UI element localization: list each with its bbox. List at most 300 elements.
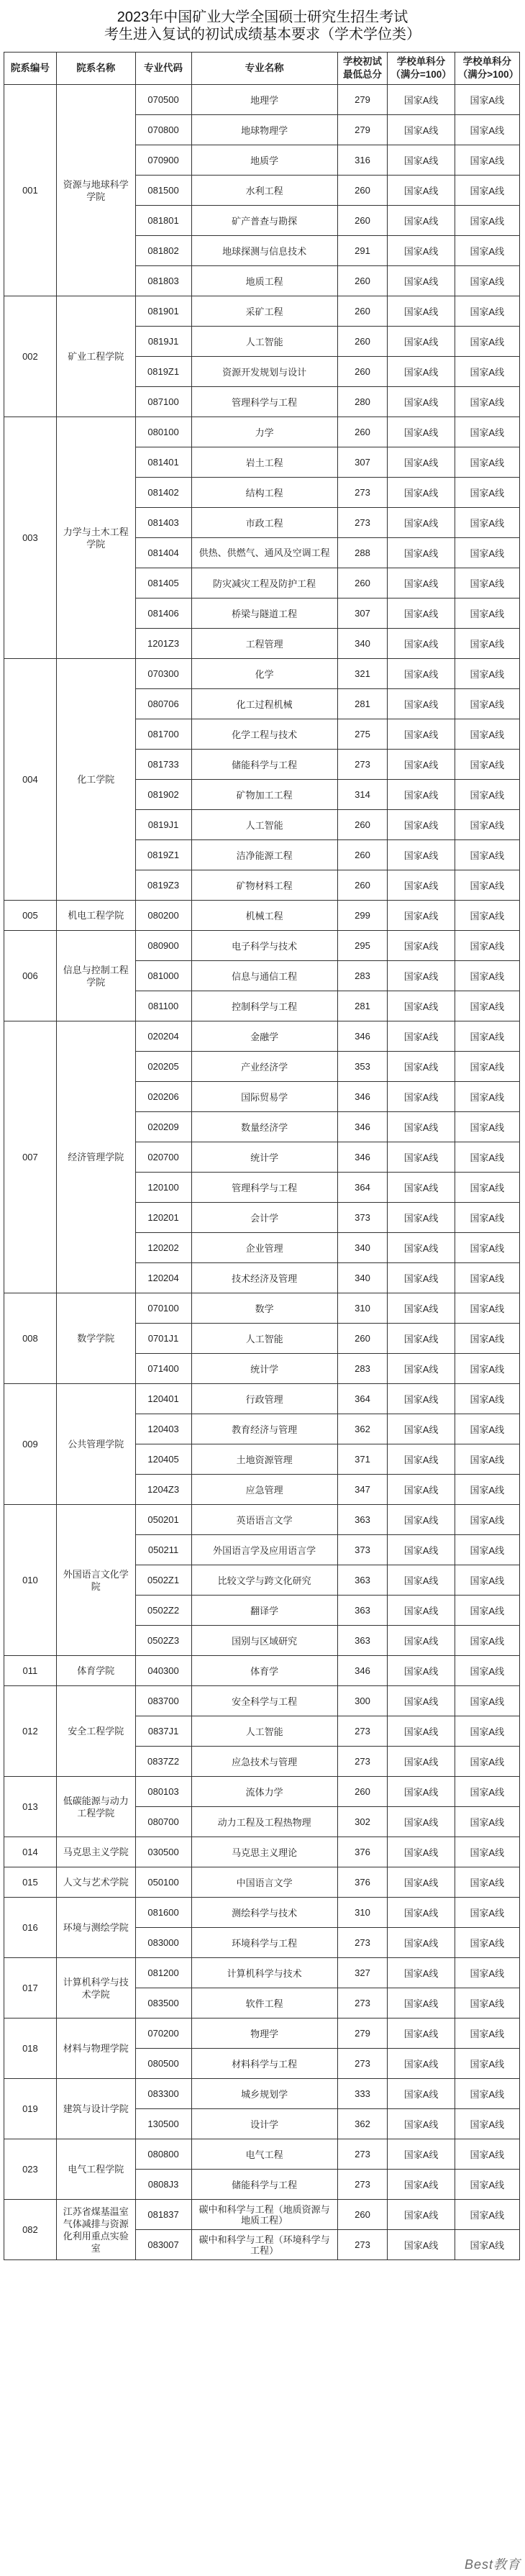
table-row <box>4 1958 520 1988</box>
major-name-cell: 会计学 <box>191 1203 337 1233</box>
single-gt100-cell: 国家A线 <box>455 296 519 327</box>
single-100-cell: 国家A线 <box>388 387 455 417</box>
header-major-name: 专业名称 <box>191 53 337 85</box>
single-100-cell: 国家A线 <box>388 1777 455 1807</box>
major-name-cell: 矿物材料工程 <box>191 870 337 901</box>
dept-name-cell: 人文与艺术学院 <box>56 1867 135 1898</box>
major-name-cell: 金融学 <box>191 1021 337 1052</box>
table-row <box>4 1898 520 1928</box>
min-total-cell: 376 <box>337 1867 388 1898</box>
single-100-cell: 国家A线 <box>388 810 455 840</box>
single-gt100-cell: 国家A线 <box>455 1203 519 1233</box>
min-total-cell: 288 <box>337 538 388 568</box>
major-code-cell: 083700 <box>135 1686 191 1716</box>
single-gt100-cell: 国家A线 <box>455 810 519 840</box>
single-100-cell: 国家A线 <box>388 1928 455 1958</box>
min-total-cell: 362 <box>337 2109 388 2139</box>
min-total-cell: 260 <box>337 417 388 447</box>
single-100-cell: 国家A线 <box>388 931 455 961</box>
major-code-cell: 081801 <box>135 206 191 236</box>
min-total-cell: 302 <box>337 1807 388 1837</box>
min-total-cell: 307 <box>337 447 388 478</box>
dept-name-cell: 计算机科学与技术学院 <box>56 1958 135 2019</box>
major-code-cell: 070900 <box>135 145 191 176</box>
single-gt100-cell: 国家A线 <box>455 1837 519 1867</box>
major-code-cell: 0819J1 <box>135 327 191 357</box>
min-total-cell: 260 <box>337 870 388 901</box>
single-gt100-cell: 国家A线 <box>455 659 519 689</box>
single-gt100-cell: 国家A线 <box>455 1807 519 1837</box>
single-gt100-cell: 国家A线 <box>455 1293 519 1324</box>
min-total-cell: 310 <box>337 1898 388 1928</box>
major-name-cell: 统计学 <box>191 1354 337 1384</box>
single-gt100-cell: 国家A线 <box>455 1928 519 1958</box>
major-code-cell: 0502Z1 <box>135 1565 191 1596</box>
dept-name-cell: 经济管理学院 <box>56 1021 135 1293</box>
single-gt100-cell: 国家A线 <box>455 1112 519 1142</box>
min-total-cell: 281 <box>337 991 388 1021</box>
major-name-cell: 地理学 <box>191 85 337 115</box>
min-total-cell: 314 <box>337 780 388 810</box>
major-name-cell: 储能科学与工程 <box>191 2170 337 2200</box>
header-dept-code: 院系编号 <box>4 53 57 85</box>
single-100-cell: 国家A线 <box>388 1807 455 1837</box>
dept-name-cell: 力学与土木工程学院 <box>56 417 135 659</box>
major-name-cell: 体育学 <box>191 1656 337 1686</box>
major-name-cell: 矿产普查与勘探 <box>191 206 337 236</box>
min-total-cell: 275 <box>337 719 388 750</box>
major-name-cell: 流体力学 <box>191 1777 337 1807</box>
major-name-cell: 应急管理 <box>191 1475 337 1505</box>
header-single-100: 学校单科分（满分=100） <box>388 53 455 85</box>
min-total-cell: 279 <box>337 2019 388 2049</box>
min-total-cell: 260 <box>337 2200 388 2230</box>
major-code-cell: 0819Z1 <box>135 357 191 387</box>
min-total-cell: 273 <box>337 1988 388 2019</box>
single-100-cell: 国家A线 <box>388 538 455 568</box>
single-gt100-cell: 国家A线 <box>455 1233 519 1263</box>
single-100-cell: 国家A线 <box>388 1173 455 1203</box>
single-gt100-cell: 国家A线 <box>455 357 519 387</box>
dept-name-cell: 环境与测绘学院 <box>56 1898 135 1958</box>
single-100-cell: 国家A线 <box>388 1082 455 1112</box>
single-100-cell: 国家A线 <box>388 236 455 266</box>
major-code-cell: 0819J1 <box>135 810 191 840</box>
single-gt100-cell: 国家A线 <box>455 599 519 629</box>
major-code-cell: 080200 <box>135 901 191 931</box>
min-total-cell: 321 <box>337 659 388 689</box>
major-code-cell: 080800 <box>135 2139 191 2170</box>
single-100-cell: 国家A线 <box>388 115 455 145</box>
single-gt100-cell: 国家A线 <box>455 145 519 176</box>
major-code-cell: 081406 <box>135 599 191 629</box>
single-100-cell: 国家A线 <box>388 2139 455 2170</box>
single-gt100-cell: 国家A线 <box>455 1052 519 1082</box>
single-gt100-cell: 国家A线 <box>455 1324 519 1354</box>
min-total-cell: 273 <box>337 2049 388 2079</box>
single-gt100-cell: 国家A线 <box>455 266 519 296</box>
single-gt100-cell: 国家A线 <box>455 568 519 599</box>
dept-name-cell: 公共管理学院 <box>56 1384 135 1505</box>
table-row <box>4 2019 520 2049</box>
min-total-cell: 346 <box>337 1142 388 1173</box>
single-100-cell: 国家A线 <box>388 478 455 508</box>
major-code-cell: 083000 <box>135 1928 191 1958</box>
major-code-cell: 080900 <box>135 931 191 961</box>
major-code-cell: 120405 <box>135 1444 191 1475</box>
major-code-cell: 050100 <box>135 1867 191 1898</box>
major-code-cell: 120202 <box>135 1233 191 1263</box>
dept-name-cell: 外国语言文化学院 <box>56 1505 135 1656</box>
major-code-cell: 120204 <box>135 1263 191 1293</box>
min-total-cell: 291 <box>337 236 388 266</box>
min-total-cell: 373 <box>337 1535 388 1565</box>
major-name-cell: 供热、供燃气、通风及空调工程 <box>191 538 337 568</box>
single-100-cell: 国家A线 <box>388 1142 455 1173</box>
dept-name-cell: 马克思主义学院 <box>56 1837 135 1867</box>
major-code-cell: 081405 <box>135 568 191 599</box>
single-100-cell: 国家A线 <box>388 1565 455 1596</box>
major-name-cell: 化工过程机械 <box>191 689 337 719</box>
dept-name-cell: 体育学院 <box>56 1656 135 1686</box>
min-total-cell: 353 <box>337 1052 388 1082</box>
min-total-cell: 260 <box>337 176 388 206</box>
single-100-cell: 国家A线 <box>388 1354 455 1384</box>
single-gt100-cell: 国家A线 <box>455 1596 519 1626</box>
single-100-cell: 国家A线 <box>388 1444 455 1475</box>
single-gt100-cell: 国家A线 <box>455 2109 519 2139</box>
header-dept-name: 院系名称 <box>56 53 135 85</box>
page-title-line-2: 考生进入复试的初试成绩基本要求（学术学位类） <box>104 27 421 42</box>
single-100-cell: 国家A线 <box>388 145 455 176</box>
major-name-cell: 应急技术与管理 <box>191 1747 337 1777</box>
major-code-cell: 020209 <box>135 1112 191 1142</box>
single-gt100-cell: 国家A线 <box>455 2139 519 2170</box>
single-gt100-cell: 国家A线 <box>455 538 519 568</box>
min-total-cell: 333 <box>337 2079 388 2109</box>
dept-code-cell: 008 <box>4 1293 57 1384</box>
single-gt100-cell: 国家A线 <box>455 236 519 266</box>
major-code-cell: 081802 <box>135 236 191 266</box>
single-100-cell: 国家A线 <box>388 1052 455 1082</box>
single-gt100-cell: 国家A线 <box>455 2049 519 2079</box>
major-name-cell: 软件工程 <box>191 1988 337 2019</box>
single-gt100-cell: 国家A线 <box>455 840 519 870</box>
major-code-cell: 070100 <box>135 1293 191 1324</box>
single-gt100-cell: 国家A线 <box>455 1958 519 1988</box>
single-gt100-cell: 国家A线 <box>455 417 519 447</box>
major-name-cell: 电气工程 <box>191 2139 337 2170</box>
min-total-cell: 362 <box>337 1414 388 1444</box>
single-gt100-cell: 国家A线 <box>455 1475 519 1505</box>
dept-code-cell: 016 <box>4 1898 57 1958</box>
min-total-cell: 260 <box>337 840 388 870</box>
table-row <box>4 1686 520 1716</box>
major-code-cell: 020204 <box>135 1021 191 1052</box>
dept-name-cell: 资源与地球科学学院 <box>56 85 135 296</box>
single-gt100-cell: 国家A线 <box>455 629 519 659</box>
single-gt100-cell: 国家A线 <box>455 870 519 901</box>
min-total-cell: 310 <box>337 1293 388 1324</box>
major-code-cell: 070300 <box>135 659 191 689</box>
table-row <box>4 1867 520 1898</box>
single-gt100-cell: 国家A线 <box>455 901 519 931</box>
dept-code-cell: 018 <box>4 2019 57 2079</box>
dept-code-cell: 003 <box>4 417 57 659</box>
single-gt100-cell: 国家A线 <box>455 1535 519 1565</box>
min-total-cell: 273 <box>337 2230 388 2260</box>
single-gt100-cell: 国家A线 <box>455 447 519 478</box>
major-code-cell: 120403 <box>135 1414 191 1444</box>
header-major-code: 专业代码 <box>135 53 191 85</box>
min-total-cell: 273 <box>337 1716 388 1747</box>
single-100-cell: 国家A线 <box>388 266 455 296</box>
major-name-cell: 教育经济与管理 <box>191 1414 337 1444</box>
dept-code-cell: 001 <box>4 85 57 296</box>
min-total-cell: 273 <box>337 478 388 508</box>
major-name-cell: 市政工程 <box>191 508 337 538</box>
min-total-cell: 280 <box>337 387 388 417</box>
min-total-cell: 273 <box>337 508 388 538</box>
major-code-cell: 0502Z2 <box>135 1596 191 1626</box>
min-total-cell: 260 <box>337 206 388 236</box>
single-gt100-cell: 国家A线 <box>455 1656 519 1686</box>
min-total-cell: 260 <box>337 327 388 357</box>
single-100-cell: 国家A线 <box>388 1384 455 1414</box>
single-100-cell: 国家A线 <box>388 206 455 236</box>
single-100-cell: 国家A线 <box>388 417 455 447</box>
major-name-cell: 岩土工程 <box>191 447 337 478</box>
min-total-cell: 283 <box>337 1354 388 1384</box>
single-gt100-cell: 国家A线 <box>455 689 519 719</box>
major-name-cell: 管理科学与工程 <box>191 1173 337 1203</box>
major-code-cell: 080100 <box>135 417 191 447</box>
single-100-cell: 国家A线 <box>388 1988 455 2019</box>
min-total-cell: 260 <box>337 296 388 327</box>
single-100-cell: 国家A线 <box>388 296 455 327</box>
table-row <box>4 901 520 931</box>
major-name-cell: 地球探测与信息技术 <box>191 236 337 266</box>
dept-name-cell: 材料与物理学院 <box>56 2019 135 2079</box>
table-body <box>4 85 520 2260</box>
major-code-cell: 070500 <box>135 85 191 115</box>
major-name-cell: 英语语言文学 <box>191 1505 337 1535</box>
major-name-cell: 力学 <box>191 417 337 447</box>
single-100-cell: 国家A线 <box>388 508 455 538</box>
single-100-cell: 国家A线 <box>388 1203 455 1233</box>
major-name-cell: 测绘科学与技术 <box>191 1898 337 1928</box>
single-100-cell: 国家A线 <box>388 1716 455 1747</box>
single-gt100-cell: 国家A线 <box>455 1021 519 1052</box>
single-100-cell: 国家A线 <box>388 327 455 357</box>
table-row <box>4 417 520 447</box>
min-total-cell: 376 <box>337 1837 388 1867</box>
min-total-cell: 260 <box>337 357 388 387</box>
min-total-cell: 260 <box>337 266 388 296</box>
min-total-cell: 363 <box>337 1565 388 1596</box>
major-name-cell: 土地资源管理 <box>191 1444 337 1475</box>
major-code-cell: 0837J1 <box>135 1716 191 1747</box>
dept-code-cell: 014 <box>4 1837 57 1867</box>
dept-code-cell: 023 <box>4 2139 57 2200</box>
min-total-cell: 340 <box>337 629 388 659</box>
major-name-cell: 碳中和科学与工程（环境科学与工程） <box>191 2230 337 2260</box>
major-code-cell: 120401 <box>135 1384 191 1414</box>
min-total-cell: 273 <box>337 2139 388 2170</box>
major-name-cell: 翻译学 <box>191 1596 337 1626</box>
single-gt100-cell: 国家A线 <box>455 1354 519 1384</box>
major-code-cell: 081803 <box>135 266 191 296</box>
single-100-cell: 国家A线 <box>388 1263 455 1293</box>
major-code-cell: 070200 <box>135 2019 191 2049</box>
watermark-text: Best教育 <box>464 2557 521 2572</box>
major-name-cell: 计算机科学与技术 <box>191 1958 337 1988</box>
single-100-cell: 国家A线 <box>388 2170 455 2200</box>
major-code-cell: 081404 <box>135 538 191 568</box>
single-100-cell: 国家A线 <box>388 2230 455 2260</box>
min-total-cell: 281 <box>337 689 388 719</box>
single-100-cell: 国家A线 <box>388 1898 455 1928</box>
single-gt100-cell: 国家A线 <box>455 991 519 1021</box>
min-total-cell: 273 <box>337 2170 388 2200</box>
min-total-cell: 363 <box>337 1505 388 1535</box>
major-name-cell: 矿物加工工程 <box>191 780 337 810</box>
major-code-cell: 0837Z2 <box>135 1747 191 1777</box>
dept-code-cell: 004 <box>4 659 57 901</box>
min-total-cell: 279 <box>337 115 388 145</box>
single-100-cell: 国家A线 <box>388 1596 455 1626</box>
table-row <box>4 1384 520 1414</box>
single-gt100-cell: 国家A线 <box>455 1505 519 1535</box>
single-100-cell: 国家A线 <box>388 901 455 931</box>
major-code-cell: 081700 <box>135 719 191 750</box>
dept-code-cell: 017 <box>4 1958 57 2019</box>
single-gt100-cell: 国家A线 <box>455 1716 519 1747</box>
major-code-cell: 0819Z1 <box>135 840 191 870</box>
dept-code-cell: 082 <box>4 2200 57 2260</box>
major-name-cell: 企业管理 <box>191 1233 337 1263</box>
major-code-cell: 081733 <box>135 750 191 780</box>
major-name-cell: 储能科学与工程 <box>191 750 337 780</box>
major-code-cell: 0819Z3 <box>135 870 191 901</box>
dept-code-cell: 011 <box>4 1656 57 1686</box>
major-code-cell: 120201 <box>135 1203 191 1233</box>
single-100-cell: 国家A线 <box>388 1867 455 1898</box>
single-100-cell: 国家A线 <box>388 991 455 1021</box>
major-name-cell: 工程管理 <box>191 629 337 659</box>
major-name-cell: 设计学 <box>191 2109 337 2139</box>
major-code-cell: 081100 <box>135 991 191 1021</box>
single-100-cell: 国家A线 <box>388 568 455 599</box>
single-100-cell: 国家A线 <box>388 719 455 750</box>
single-100-cell: 国家A线 <box>388 1747 455 1777</box>
major-code-cell: 030500 <box>135 1837 191 1867</box>
single-100-cell: 国家A线 <box>388 1475 455 1505</box>
single-gt100-cell: 国家A线 <box>455 1263 519 1293</box>
min-total-cell: 340 <box>337 1233 388 1263</box>
single-100-cell: 国家A线 <box>388 1535 455 1565</box>
major-name-cell: 材料科学与工程 <box>191 2049 337 2079</box>
major-name-cell: 行政管理 <box>191 1384 337 1414</box>
major-name-cell: 化学工程与技术 <box>191 719 337 750</box>
single-100-cell: 国家A线 <box>388 1837 455 1867</box>
header-single-gt100: 学校单科分（满分>100） <box>455 53 519 85</box>
major-name-cell: 环境科学与工程 <box>191 1928 337 1958</box>
min-total-cell: 283 <box>337 961 388 991</box>
major-name-cell: 国际贸易学 <box>191 1082 337 1112</box>
major-code-cell: 081403 <box>135 508 191 538</box>
major-code-cell: 081000 <box>135 961 191 991</box>
min-total-cell: 346 <box>337 1021 388 1052</box>
single-100-cell: 国家A线 <box>388 447 455 478</box>
major-name-cell: 人工智能 <box>191 327 337 357</box>
major-name-cell: 管理科学与工程 <box>191 387 337 417</box>
single-gt100-cell: 国家A线 <box>455 1867 519 1898</box>
major-name-cell: 统计学 <box>191 1142 337 1173</box>
table-header-row <box>4 53 520 85</box>
dept-name-cell: 机电工程学院 <box>56 901 135 931</box>
single-gt100-cell: 国家A线 <box>455 2200 519 2230</box>
major-name-cell: 地质学 <box>191 145 337 176</box>
single-100-cell: 国家A线 <box>388 2019 455 2049</box>
single-100-cell: 国家A线 <box>388 1021 455 1052</box>
major-code-cell: 020700 <box>135 1142 191 1173</box>
single-gt100-cell: 国家A线 <box>455 1444 519 1475</box>
single-gt100-cell: 国家A线 <box>455 1686 519 1716</box>
min-total-cell: 346 <box>337 1112 388 1142</box>
dept-name-cell: 江苏省煤基温室气体减排与资源化利用重点实验室 <box>56 2200 135 2260</box>
major-name-cell: 地质工程 <box>191 266 337 296</box>
major-name-cell: 人工智能 <box>191 810 337 840</box>
major-code-cell: 081500 <box>135 176 191 206</box>
major-name-cell: 产业经济学 <box>191 1052 337 1082</box>
single-gt100-cell: 国家A线 <box>455 1384 519 1414</box>
dept-code-cell: 009 <box>4 1384 57 1505</box>
major-code-cell: 0701J1 <box>135 1324 191 1354</box>
single-gt100-cell: 国家A线 <box>455 1988 519 2019</box>
single-100-cell: 国家A线 <box>388 2200 455 2230</box>
single-100-cell: 国家A线 <box>388 1112 455 1142</box>
min-total-cell: 273 <box>337 750 388 780</box>
single-gt100-cell: 国家A线 <box>455 1898 519 1928</box>
major-name-cell: 机械工程 <box>191 901 337 931</box>
major-code-cell: 130500 <box>135 2109 191 2139</box>
single-100-cell: 国家A线 <box>388 961 455 991</box>
single-100-cell: 国家A线 <box>388 1324 455 1354</box>
single-gt100-cell: 国家A线 <box>455 85 519 115</box>
single-gt100-cell: 国家A线 <box>455 750 519 780</box>
single-100-cell: 国家A线 <box>388 750 455 780</box>
single-gt100-cell: 国家A线 <box>455 2019 519 2049</box>
min-total-cell: 260 <box>337 1324 388 1354</box>
major-code-cell: 080700 <box>135 1807 191 1837</box>
header-min-total: 学校初试最低总分 <box>337 53 388 85</box>
single-100-cell: 国家A线 <box>388 1626 455 1656</box>
major-code-cell: 083300 <box>135 2079 191 2109</box>
single-100-cell: 国家A线 <box>388 2109 455 2139</box>
single-gt100-cell: 国家A线 <box>455 2079 519 2109</box>
major-code-cell: 040300 <box>135 1656 191 1686</box>
single-100-cell: 国家A线 <box>388 1686 455 1716</box>
major-name-cell: 数量经济学 <box>191 1112 337 1142</box>
min-total-cell: 327 <box>337 1958 388 1988</box>
min-total-cell: 273 <box>337 1928 388 1958</box>
single-gt100-cell: 国家A线 <box>455 780 519 810</box>
single-100-cell: 国家A线 <box>388 870 455 901</box>
major-name-cell: 国别与区域研究 <box>191 1626 337 1656</box>
major-code-cell: 1204Z3 <box>135 1475 191 1505</box>
single-gt100-cell: 国家A线 <box>455 176 519 206</box>
